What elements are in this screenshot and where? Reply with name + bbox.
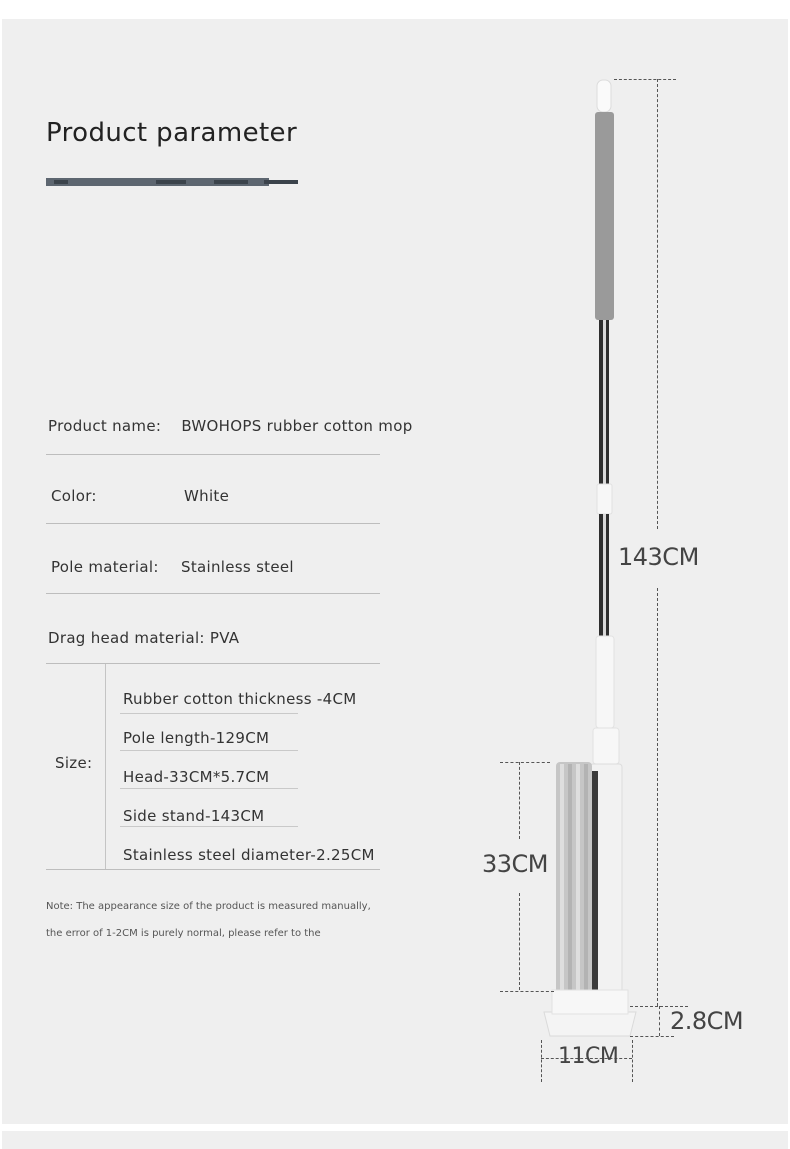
size-item: Pole length-129CM <box>123 729 270 747</box>
dimension-line <box>500 991 554 992</box>
pole-grip <box>595 112 614 320</box>
color-label: Color: <box>51 487 97 505</box>
title-underline-bar <box>46 178 269 186</box>
size-divider-vertical <box>105 664 106 869</box>
pole-collar <box>597 484 612 514</box>
product-name-label: Product name: <box>48 417 162 435</box>
drag-head-value: PVA <box>209 629 240 647</box>
pole-material-value: Stainless steel <box>181 558 294 576</box>
dimension-line <box>541 1040 542 1082</box>
size-item: Stainless steel diameter-2.25CM <box>123 846 375 864</box>
product-name-row <box>48 417 413 435</box>
size-item: Rubber cotton thickness -4CM <box>123 690 357 708</box>
dimension-line <box>519 893 520 990</box>
base-height-dimension-label: 2.8CM <box>670 1007 744 1035</box>
dimension-line <box>630 1036 674 1037</box>
bottom-strip <box>2 1131 788 1149</box>
divider <box>46 454 380 455</box>
size-item-underline <box>120 826 298 827</box>
mop-illustration <box>530 76 650 1076</box>
height-dimension-label: 143CM <box>618 543 699 571</box>
size-item-underline <box>120 788 298 789</box>
page-title: Product parameter <box>46 118 298 148</box>
divider <box>46 869 380 870</box>
dimension-line <box>659 1006 660 1036</box>
drag-head-row <box>48 629 239 647</box>
divider <box>46 593 380 594</box>
drag-head-label: Drag head material: <box>48 629 205 647</box>
dimension-line <box>657 588 658 1006</box>
dimension-line <box>519 762 520 839</box>
size-item: Side stand-143CM <box>123 807 265 825</box>
size-item-underline <box>120 750 298 751</box>
dimension-line <box>632 1040 633 1082</box>
dimension-line <box>657 79 658 529</box>
base-width-dimension-label: 11CM <box>558 1044 619 1069</box>
size-item: Head-33CM*5.7CM <box>123 768 270 786</box>
note-line-2: the error of 1-2CM is purely normal, please refer to the <box>46 928 321 939</box>
base-stand <box>544 1012 636 1036</box>
lower-tube <box>596 636 614 728</box>
divider <box>46 523 380 524</box>
wringer-housing <box>593 728 619 764</box>
divider <box>46 663 380 664</box>
color-value: White <box>184 487 230 505</box>
note-line-1: Note: The appearance size of the product is measured manually, <box>46 901 371 912</box>
size-item-underline <box>120 713 298 714</box>
head-height-dimension-label: 33CM <box>482 850 549 878</box>
dimension-line <box>614 79 676 80</box>
pole-material-label: Pole material: <box>51 558 159 576</box>
dimension-line <box>500 762 550 763</box>
product-name-value: BWOHOPS rubber cotton mop <box>181 417 413 435</box>
pole-cap <box>597 80 611 112</box>
size-label: Size: <box>55 754 93 772</box>
